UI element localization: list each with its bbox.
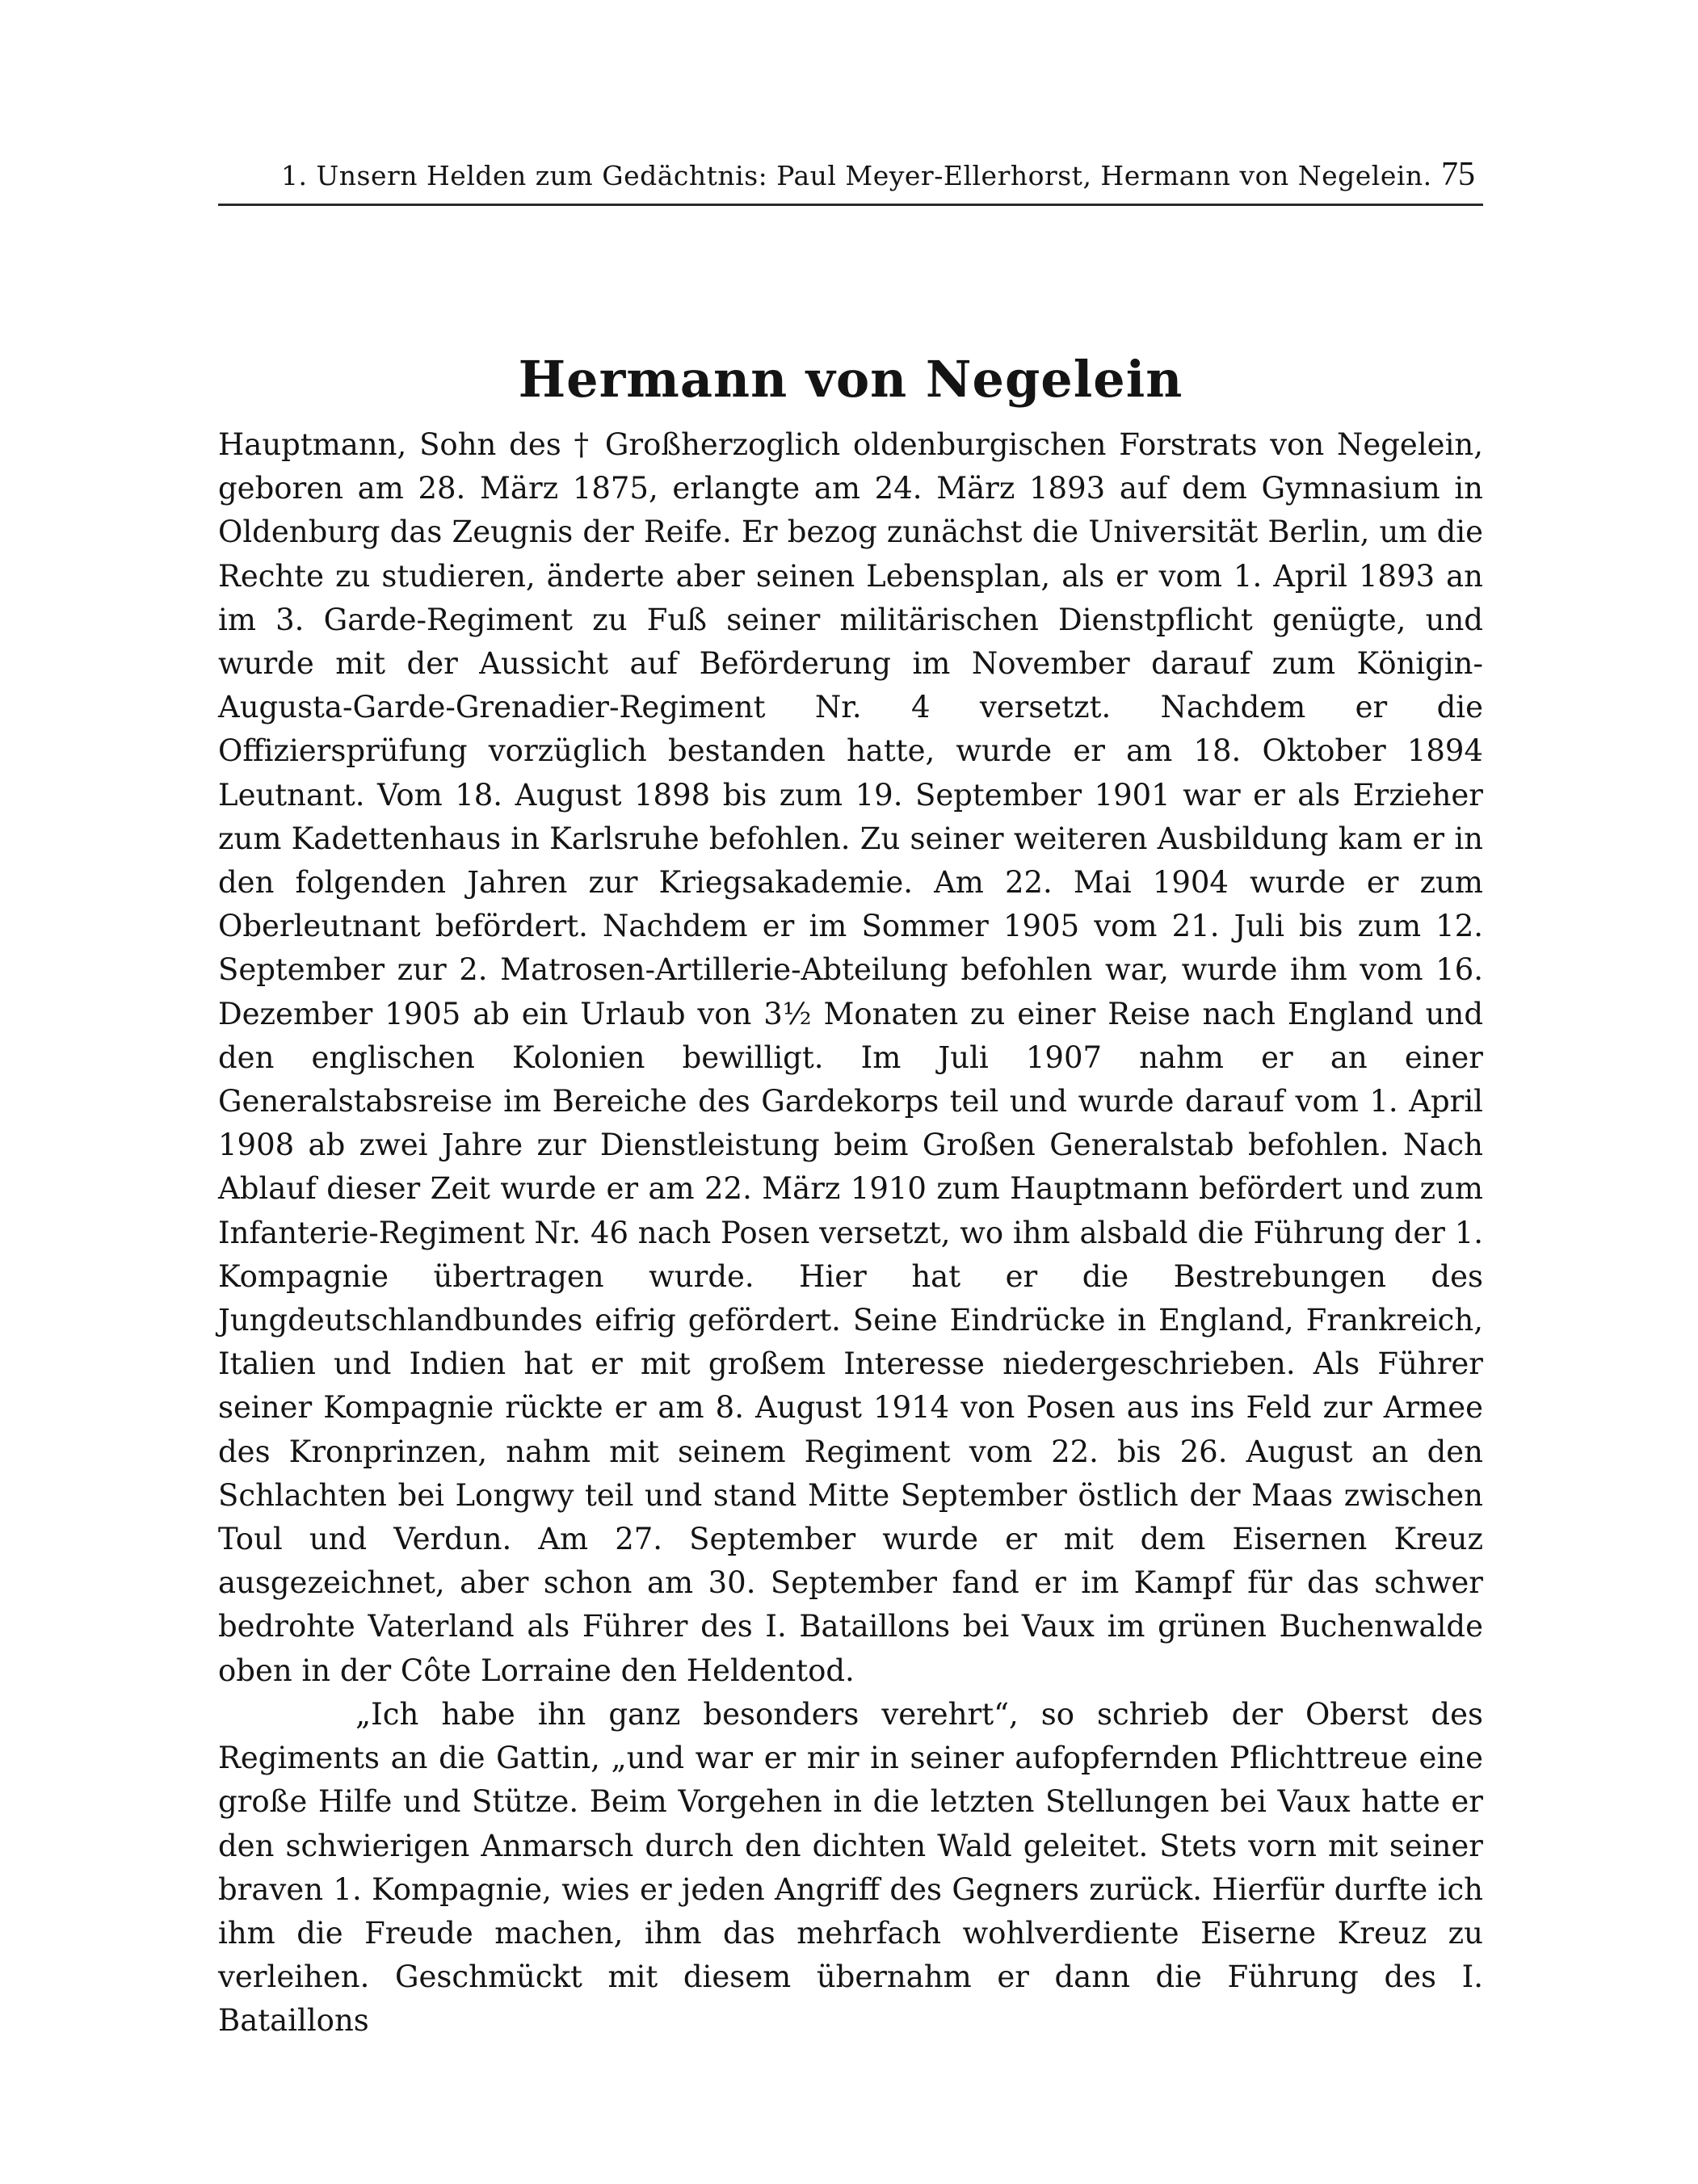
running-header — [218, 153, 1483, 206]
biography-paragraph: Hauptmann, Sohn des † Großherzoglich oldenburgischen Forstrats von Negelein, geboren am 28. März 1875, erlangte am 24. März 1893 auf dem Gymnasium in Oldenburg das Zeugnis der Reife. Er bezog zunächst die Universität Berlin, um die Rechte zu studieren, änderte aber seinen Lebensplan, als er vom 1. April 1893 an im 3. Garde-Regiment zu Fuß seiner militärischen Dienstpflicht genügte, und wurde mit der Aussicht auf Beförderung im November darauf zum Königin-Augusta-Garde-Grenadier-Regiment Nr. 4 versetzt. Nachdem er die Offiziersprüfung vorzüglich bestanden hatte, wurde er am 18. Oktober 1894 Leutnant. Vom 18. August 1898 bis zum 19. September 1901 war er als Erzieher zum Kadettenhaus in Karlsruhe befohlen. Zu seiner weiteren Ausbildung kam er in den folgenden Jahren zur Kriegsakademie. Am 22. Mai 1904 wurde er zum Oberleutnant befördert. Nachdem er im Sommer 1905 vom 21. Juli bis zum 12. September zur 2. Matrosen-Artillerie-Abteilung befohlen war, wurde ihm vom 16. Dezember 1905 ab ein Urlaub von 3½ Monaten zu einer Reise nach England und den englischen Kolonien bewilligt. Im Juli 1907 nahm er an einer Generalstabsreise im Bereiche des Gardekorps teil und wurde darauf vom 1. April 1908 ab zwei Jahre zur Dienstleistung beim Großen Generalstab befohlen. Nach Ablauf dieser Zeit wurde er am 22. März 1910 zum Hauptmann befördert und zum Infanterie-Regiment Nr. 46 nach Posen versetzt, wo ihm alsbald die Führung der 1. Kompagnie übertragen wurde. Hier hat er die Bestrebungen des Jungdeutschlandbundes eifrig gefördert. Seine Eindrücke in England, Frankreich, Italien und Indien hat er mit großem Interesse niedergeschrieben. Als Führer seiner Kompagnie rückte er am 8. August 1914 von Posen aus ins Feld zur Armee des Kronprinzen, nahm mit seinem Regiment vom 22. bis 26. August an den Schlachten bei Longwy teil und stand Mitte September östlich der Maas zwischen Toul und Verdun. Am 27. September wurde er mit dem Eisernen Kreuz ausgezeichnet, aber schon am 30. September fand er im Kampf für das schwer bedrohte Vaterland als Führer des I. Bataillons bei Vaux im grünen Buchenwalde oben in der Côte Lorraine den Heldentod. — [218, 427, 1484, 1688]
page-number: 75 — [1441, 156, 1475, 193]
book-page — [218, 153, 1483, 2108]
running-title: 1. Unsern Helden zum Gedächtnis: Paul Meyer-Ellerhorst, Hermann von Negelein. — [281, 160, 1432, 191]
quote-paragraph: „Ich habe ihn ganz besonders verehrt“, so schrieb der Oberst des Regiments an die Gattin, „und war er mir in seiner aufopfernden Pflichttreue eine große Hilfe und Stütze. Beim Vorgehen in die letzten Stellungen bei Vaux hatte er den schwierigen Anmarsch durch den dichten Wald geleitet. Stets vorn mit seiner braven 1. Kompagnie, wies er jeden Angriff des Gegners zurück. Hierfür durfte ich ihm die Freude machen, ihm das mehrfach wohlverdiente Eiserne Kreuz zu verleihen. Geschmückt mit diesem übernahm er dann die Führung des I. Bataillons — [218, 1696, 1483, 2039]
article-title: Hermann von Negelein — [518, 350, 1183, 409]
